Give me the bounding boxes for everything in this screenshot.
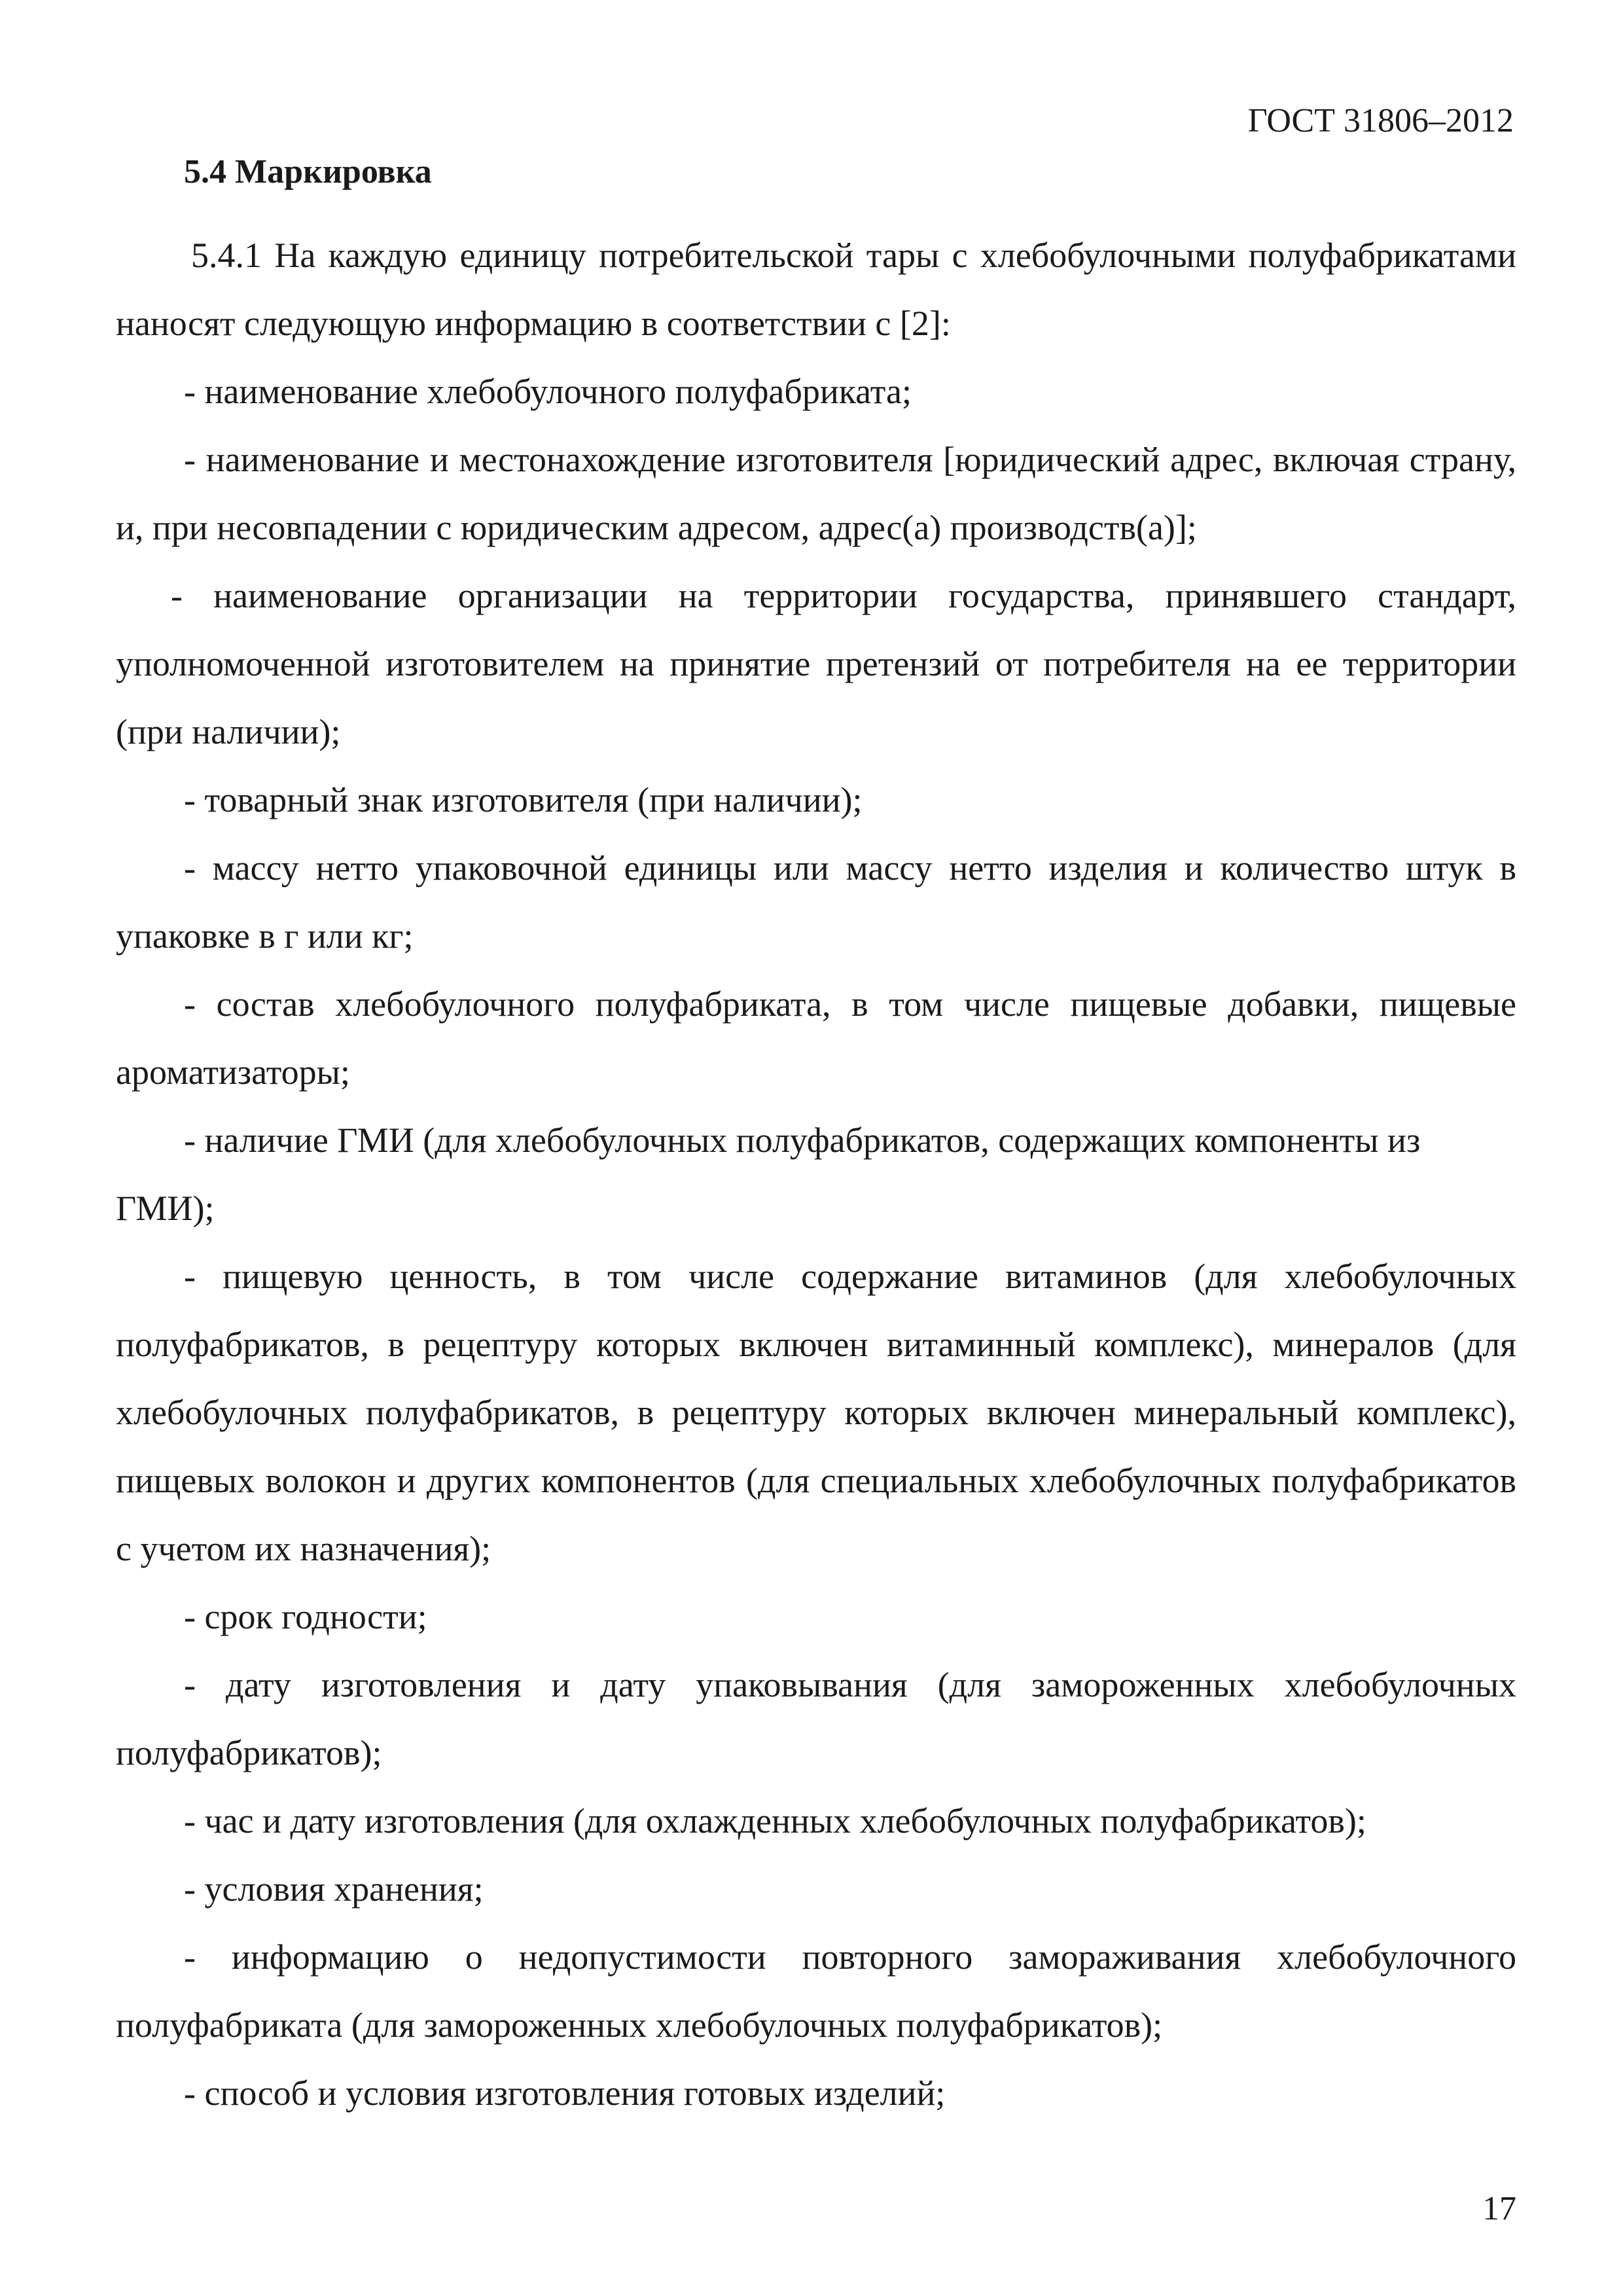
list-item: - массу нетто упаковочной единицы или массу нетто изделия и количество штук в упаковке в г или кг; bbox=[116, 848, 1516, 956]
list-item: - товарный знак изготовителя (при наличии); bbox=[184, 780, 863, 819]
list-item: - час и дату изготовления (для охлажденных хлебобулочных полуфабрикатов); bbox=[184, 1801, 1366, 1840]
list-item: - информацию о недопустимости повторного замораживания хлебобулочного полуфабриката (для замороженных хлебобулочных полуфабрикатов); bbox=[116, 1937, 1516, 2045]
list-item: - наименование и местонахождение изготовителя [юридический адрес, включая страну, и, при несовпадении с юридическим адресом, адрес(а) производств(а)]; bbox=[116, 440, 1516, 547]
page-number: 17 bbox=[1482, 2190, 1516, 2227]
list-item: - наличие ГМИ (для хлебобулочных полуфабрикатов, содержащих компоненты из ГМИ); bbox=[116, 1121, 1421, 1228]
list-item: - способ и условия изготовления готовых изделий; bbox=[184, 2073, 946, 2113]
list-item: - условия хранения; bbox=[184, 1869, 484, 1909]
section-title: 5.4 Маркировка bbox=[184, 153, 432, 190]
list-item: - наименование хлебобулочного полуфабриката; bbox=[184, 372, 912, 411]
intro-paragraph: 5.4.1 На каждую единицу потребительской тары с хлебобулочными полуфабрикатами наносят следующую информацию в соответствии с [2]: bbox=[116, 236, 1516, 343]
document-header: ГОСТ 31806–2012 bbox=[1247, 102, 1514, 139]
list-item: - дату изготовления и дату упаковывания (для замороженных хлебобулочных полуфабрикатов); bbox=[116, 1665, 1516, 1772]
list-item: - состав хлебобулочного полуфабриката, в том числе пищевые добавки, пищевые ароматизаторы; bbox=[116, 984, 1516, 1092]
list-item: - срок годности; bbox=[184, 1597, 427, 1636]
page-body bbox=[116, 149, 1516, 2127]
list-item: - наименование организации на территории государства, принявшего стандарт, уполномоченной изготовителем на принятие претензий от потребителя на ее территории (при наличии); bbox=[116, 576, 1516, 751]
list-item: - пищевую ценность, в том числе содержание витаминов (для хлебобулочных полуфабрикатов, в рецептуру которых включен витаминный комплекс), минералов (для хлебобулочных полуфабрикатов, в рецептуру которых включен минеральный комплекс), пищевых волокон и других компонентов (для специальных хлебобулочных полуфабрикатов с учетом их назначения); bbox=[116, 1257, 1516, 1568]
